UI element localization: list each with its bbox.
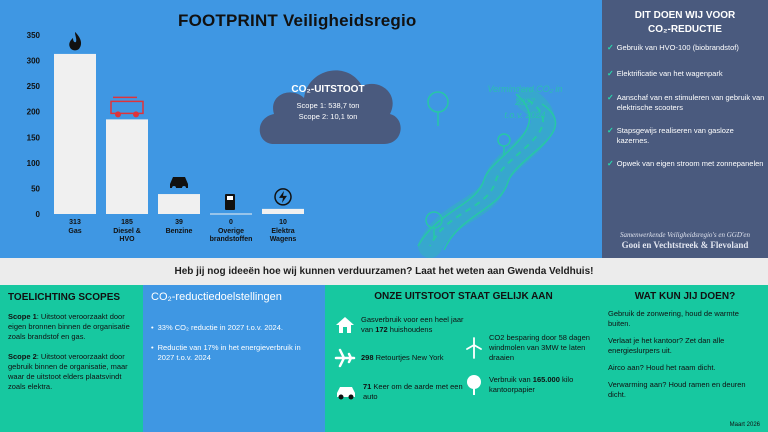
bar [262, 209, 304, 214]
x-tick-label: Gas [68, 228, 82, 235]
x-tick-label: HVO [119, 236, 135, 243]
x-tick-label: Overige [217, 228, 245, 235]
reduction-item: ✓ Opwek van eigen stroom met zonnepanelen [607, 159, 764, 168]
action-panel [602, 285, 768, 432]
goal-item: • 33% CO₂ reductie in 2027 t.o.v. 2024. [151, 323, 283, 332]
reduction-title-line2: CO₂-REDUCTIE [648, 24, 722, 35]
co2-cloud [252, 54, 404, 146]
lightning-icon [275, 189, 291, 205]
reduction-panel [602, 0, 768, 258]
action-item: Airco aan? Houd het raam dicht. [608, 363, 716, 372]
reduction-item: ✓ Stapsgewijs realiseren van gasloze kazernes. [607, 126, 734, 145]
cloud-scope2: Scope 2: 10,1 ton [298, 112, 358, 121]
y-tick-label: 350 [26, 31, 40, 40]
scope2-text: Scope 2: Uitstoot veroorzaakt door gebruik binnen de organisatie, maar waar de uitstoot elders plaatsvindt zoals elektra. [8, 352, 128, 391]
reduction-item: ✓ Elektrificatie van het wagenpark [607, 69, 723, 78]
goals-panel [143, 285, 325, 432]
equivalents-title: ONZE UITSTOOT STAAT GELIJK AAN [374, 291, 553, 302]
x-tick-label: Diesel & [113, 228, 141, 235]
fire-truck-icon [111, 97, 143, 117]
data-label: 39 [175, 219, 183, 226]
cloud-scope1: Scope 1: 538,7 ton [296, 101, 360, 110]
road-text-line2: t.o.v. 2024 [504, 110, 546, 120]
scopes-panel [0, 285, 143, 432]
page-title: FOOTPRINT Veiligheidsregio [178, 11, 417, 30]
y-tick-label: 50 [31, 184, 40, 194]
y-tick-label: 300 [26, 56, 40, 66]
car-icon [170, 177, 188, 190]
data-label: 10 [279, 219, 287, 226]
y-tick-label: 150 [26, 133, 40, 143]
data-label: 0 [229, 219, 233, 226]
bar [106, 119, 148, 214]
x-tick-label: brandstoffen [209, 236, 253, 243]
flame-icon [69, 32, 81, 51]
fuel-pump-icon [225, 194, 235, 210]
tree-icon [465, 374, 483, 396]
y-tick-label: 250 [26, 82, 40, 92]
org-subtitle: Samenwerkende Veiligheidsregio's en GGD'en [619, 231, 751, 239]
equivalent-windmill: CO2 besparing door 58 dagen windmolen van 3MW te laten draaien [465, 333, 595, 363]
airplane-icon [335, 349, 355, 367]
action-item: Gebruik de zonwering, houd de warmte buiten. [608, 309, 739, 328]
data-label: 313 [69, 219, 81, 226]
data-label: 185 [121, 219, 133, 226]
reduction-item: ✓ Aanschaf van en stimuleren van gebruik van elektrische scooters [607, 93, 765, 112]
equivalent-houses: Gasverbruik voor een heel jaar van 172 huishoudens [335, 315, 465, 335]
x-tick-label: Benzine [165, 228, 193, 235]
goals-title: CO₂-reductiedoelstellingen [151, 291, 282, 303]
check-icon: ✓ [607, 69, 614, 78]
banner-text: Heb jij nog ideeën hoe wij kunnen verduurzamen? Laat het weten aan Gwenda Veldhuis! [174, 266, 594, 277]
y-tick-label: 0 [35, 210, 40, 219]
check-icon: ✓ [607, 159, 614, 168]
car-icon [335, 384, 357, 400]
footprint-bar-chart [0, 0, 297, 250]
organization-logo [602, 231, 768, 250]
check-icon: ✓ [607, 93, 614, 102]
windmill-icon [465, 337, 483, 359]
goal-item: • Reductie van 17% in het energieverbruik in 2027 t.o.v. 2024 [151, 343, 301, 362]
bar [54, 54, 96, 214]
reduction-title [602, 9, 768, 37]
action-item: Verlaat je het kantoor? Zet dan alle energieslurpers uit. [608, 336, 725, 355]
org-name: Gooi en Vechtstreek & Flevoland [621, 240, 749, 250]
cloud-title: CO₂-UITSTOOT [291, 84, 365, 95]
scope1-text: Scope 1: Uitstoot veroorzaakt door eigen bronnen binnen de organisatie zoals brandstof en gas. [8, 312, 130, 341]
feedback-banner [0, 258, 768, 285]
equivalents-panel [325, 285, 602, 432]
road-text-line1: Verminderd CO₂ in 2027 [487, 84, 563, 107]
scopes-title: TOELICHTING SCOPES [8, 292, 121, 303]
bar [158, 194, 200, 214]
equivalent-flights: 298 Retourtjes New York [335, 349, 475, 367]
x-tick-label: Wagens [269, 236, 297, 243]
action-item: Verwarming aan? Houd ramen en deuren dicht. [608, 380, 746, 399]
check-icon: ✓ [607, 43, 614, 52]
date-label: Maart 2026 [729, 422, 760, 428]
reduction-item: ✓ Gebruik van HVO-100 (biobrandstof) [607, 43, 739, 52]
reduction-title-line1: DIT DOEN WIJ VOOR [634, 10, 736, 21]
road-text [480, 83, 570, 122]
footprint-section [0, 0, 602, 258]
y-tick-label: 100 [26, 158, 40, 168]
check-icon: ✓ [607, 126, 614, 135]
equivalent-car: 71 Keer om de aarde met een auto [335, 382, 465, 402]
equivalent-paper: Verbruik van 165.000 kilo kantoorpapier [465, 374, 595, 396]
y-tick-label: 200 [26, 107, 40, 117]
house-icon [335, 316, 355, 334]
action-title: WAT KUN JIJ DOEN? [634, 291, 736, 302]
x-tick-label: Elektra [271, 228, 295, 235]
